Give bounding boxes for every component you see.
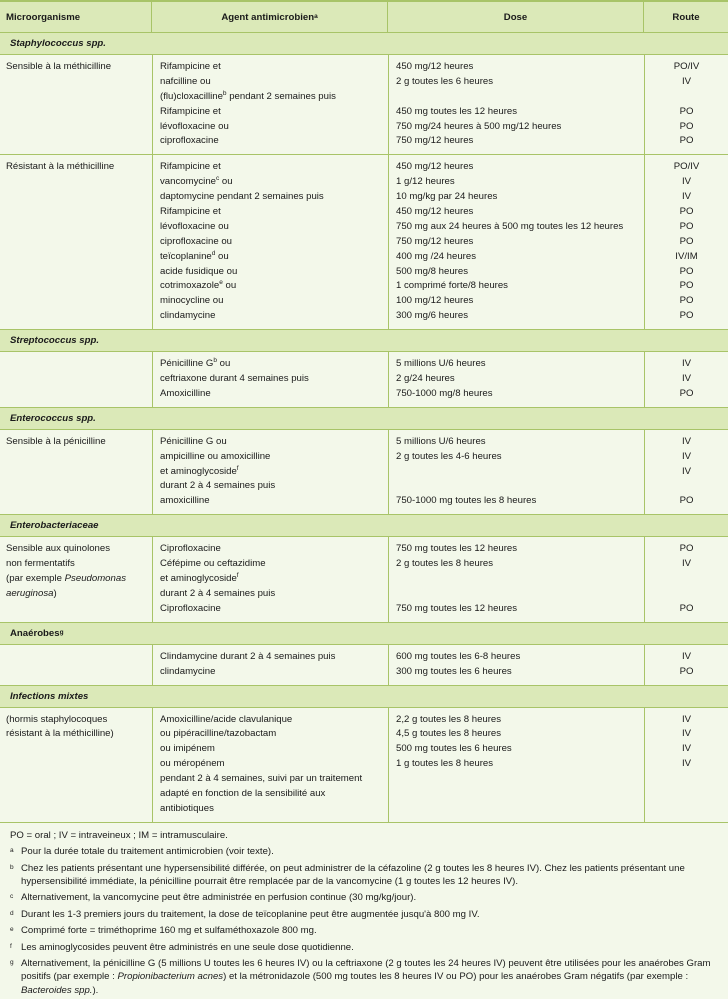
table-row [0, 155, 728, 330]
agent-text: durant 2 à 4 semaines puis [160, 587, 276, 599]
footnote-mark: e [10, 926, 14, 934]
section-title [0, 330, 728, 352]
dose-line [396, 90, 644, 105]
agent-text: Rifampicine et [160, 61, 221, 72]
route-cell [644, 155, 728, 329]
agent-text: ampicilline ou amoxicilline [160, 450, 271, 462]
dose-line: 450 mg/12 heures [396, 61, 474, 72]
organism-line: Sensible aux quinolones [6, 543, 111, 555]
agent-cell [152, 645, 388, 685]
dose-cell [388, 708, 644, 822]
agent-text: antibiotiques [160, 802, 214, 814]
section-title-text: Infections mixtes [10, 690, 89, 702]
footnote-text: PO = oral ; IV = intraveineux ; IM = intramusculaire. [10, 829, 228, 841]
route-line: PO [679, 387, 694, 399]
footnote-text: Alternativement, la pénicilline G (5 millions U toutes les 6 heures IV) ou la ceftriaxone (2 g toutes les 24 heures IV) peuvent être utilisées pour les anaérobes Gram positifs (par exemple : Propionibacterium acnes) et la métronidazole (500 mg toutes les 8 heures IV ou PO) pour les anaérobes Gram négatifs (par exemple : Bacteroides spp.). [21, 957, 711, 996]
agent-text: Ciprofloxacine [160, 602, 221, 614]
agent-cell [152, 537, 388, 621]
agent-text-after: ou [215, 250, 229, 262]
agent-line [160, 787, 388, 802]
route-line: PO/IV [673, 161, 700, 173]
route-line: PO [679, 295, 694, 307]
agent-line [160, 134, 388, 149]
agent-cell [152, 708, 388, 822]
organism-line: Résistant à la méthicilline [6, 161, 115, 173]
dose-line: 2 g/24 heures [396, 373, 455, 385]
footnote [10, 829, 718, 842]
route-line: IV [681, 558, 692, 570]
agent-text: Amoxicilline/acide clavulanique [160, 713, 293, 725]
agent-text-after: ou [216, 358, 231, 370]
agent-text: et aminoglycoside [160, 465, 237, 477]
agent-line [160, 494, 388, 509]
dose-line: 2 g toutes les 4-6 heures [396, 450, 502, 462]
footnote-text: Pour la durée totale du traitement antimicrobien (voir texte). [21, 846, 274, 858]
section-title-text: Staphylococcus spp. [10, 38, 106, 49]
route-line: PO [679, 235, 694, 247]
agent-line [160, 713, 388, 728]
microorganism-cell [0, 352, 152, 407]
route-line: IV [681, 191, 692, 203]
footnote [10, 941, 718, 954]
section-title-text: Enterococcus spp. [10, 412, 96, 424]
dose-cell [388, 537, 644, 621]
organism-line: Sensible à la méthicilline [6, 61, 112, 72]
dose-line: 450 mg/12 heures [396, 161, 474, 173]
agent-line [160, 235, 388, 250]
footnote-mark: b [222, 89, 227, 97]
organism-line: aeruginosa) [6, 587, 57, 599]
agent-line [160, 279, 388, 294]
route-line: PO [679, 665, 694, 677]
agent-text: nafcilline ou [160, 75, 211, 87]
agent-line [160, 587, 388, 602]
route-line: PO [679, 220, 694, 232]
agent-text: ou pipéracilline/tazobactam [160, 728, 277, 740]
dose-line: 750 mg aux 24 heures à 500 mg toutes les 12 heures [396, 220, 624, 232]
footnote-mark: a [10, 847, 14, 855]
footnote-mark: e [219, 279, 223, 287]
section-title-text: Anaérobes [10, 627, 60, 639]
dose-cell [388, 645, 644, 685]
organism-line: Sensible à la pénicilline [6, 435, 106, 447]
dose-line: 750-1000 mg/8 heures [396, 387, 493, 399]
agent-cell [152, 55, 388, 154]
footnote [10, 862, 718, 889]
agent-line [160, 572, 388, 587]
agent-text: acide fusidique ou [160, 265, 238, 277]
agent-line [160, 175, 388, 190]
footnote-text: Durant les 1-3 premiers jours du traitement, la dose de teïcoplanine peut être augmentée jusqu'à 800 mg IV. [21, 908, 480, 920]
agent-text: pendant 2 à 4 semaines, suivi par un traitement [160, 773, 363, 785]
dose-line: 500 mg toutes les 6 heures [396, 743, 512, 755]
dose-cell [388, 352, 644, 407]
route-cell [644, 430, 728, 514]
agent-cell [152, 155, 388, 329]
agent-text: Pénicilline G ou [160, 435, 227, 447]
agent-line [160, 190, 388, 205]
microorganism-cell [0, 430, 152, 514]
agent-text: ou méropénem [160, 758, 225, 770]
agent-line [160, 357, 388, 372]
agent-line [160, 542, 388, 557]
agent-text: Rifampicine et [160, 206, 221, 218]
agent-text: teïcoplanine [160, 250, 212, 262]
agent-text: ceftriaxone durant 4 semaines puis [160, 373, 309, 385]
dose-line: 450 mg toutes les 12 heures [396, 105, 518, 117]
route-line: IV [681, 435, 692, 447]
footnote-text: Les aminoglycosides peuvent être administrés en une seule dose quotidienne. [21, 941, 354, 953]
table-row [0, 352, 728, 408]
table-row [0, 55, 728, 155]
agent-text: daptomycine pendant 2 semaines puis [160, 191, 324, 203]
footnote [10, 924, 718, 937]
agent-line [160, 742, 388, 757]
agent-line [160, 557, 388, 572]
agent-cell [152, 430, 388, 514]
dose-line: 5 millions U/6 heures [396, 435, 486, 447]
agent-line [160, 665, 388, 680]
dose-line: 1 comprimé forte/8 heures [396, 280, 508, 292]
section-title [0, 33, 728, 55]
section-title [0, 408, 728, 430]
footnote [10, 891, 718, 904]
route-cell [644, 645, 728, 685]
agent-text: et aminoglycoside [160, 573, 237, 585]
dose-line [396, 587, 644, 602]
agent-line [160, 387, 388, 402]
footnote-text: Alternativement, la vancomycine peut être administrée en perfusion continue (30 mg/kg/jour). [21, 892, 417, 904]
route-line: PO [679, 543, 694, 555]
route-line [645, 90, 728, 105]
footnote-mark: f [236, 572, 239, 580]
route-line [645, 787, 728, 802]
dose-line [396, 787, 644, 802]
agent-text: Rifampicine et [160, 161, 221, 173]
footnote-mark: c [10, 893, 14, 901]
footnote [10, 957, 718, 997]
microorganism-cell [0, 708, 152, 822]
microorganism-cell [0, 537, 152, 621]
footnote-mark: f [236, 464, 239, 472]
agent-text: lévofloxacine ou [160, 120, 229, 132]
agent-text: Pénicilline G [160, 358, 214, 370]
footnote [10, 908, 718, 921]
dose-line: 750 mg toutes les 12 heures [396, 543, 518, 555]
agent-line [160, 650, 388, 665]
header-agent: Agent antimicrobien a [152, 2, 388, 32]
dose-line: 750 mg/12 heures [396, 135, 474, 147]
dose-cell [388, 55, 644, 154]
dose-cell [388, 155, 644, 329]
table-row [0, 430, 728, 515]
route-line: IV [681, 728, 692, 740]
dose-line: 750 mg/24 heures à 500 mg/12 heures [396, 120, 562, 132]
dose-line: 300 mg/6 heures [396, 310, 468, 322]
dose-line: 1 g toutes les 8 heures [396, 758, 494, 770]
agent-text: minocycline ou [160, 295, 224, 307]
agent-line [160, 372, 388, 387]
agent-line [160, 727, 388, 742]
route-line: PO [679, 135, 694, 147]
dose-line [396, 572, 644, 587]
route-cell [644, 708, 728, 822]
route-line: IV [681, 450, 692, 462]
agent-line [160, 602, 388, 617]
route-cell [644, 537, 728, 621]
agent-line [160, 479, 388, 494]
table-body [0, 33, 728, 823]
section-title [0, 515, 728, 537]
dose-line [396, 479, 644, 494]
agent-text: amoxicilline [160, 495, 210, 507]
agent-line [160, 450, 388, 465]
dose-line: 400 mg /24 heures [396, 250, 477, 262]
agent-text: clindamycine [160, 665, 216, 677]
microorganism-cell [0, 155, 152, 329]
agent-line [160, 120, 388, 135]
route-line: IV [681, 75, 692, 87]
dose-line: 5 millions U/6 heures [396, 358, 486, 370]
dose-line [396, 465, 644, 480]
agent-text: ciprofloxacine [160, 135, 219, 147]
organism-line: (par exemple Pseudomonas [6, 573, 126, 585]
dose-line: 10 mg/kg par 24 heures [396, 191, 498, 203]
route-line: PO [679, 206, 694, 218]
route-line [645, 772, 728, 787]
section-title-text: Streptococcus spp. [10, 335, 100, 347]
dose-line [396, 802, 644, 817]
agent-line [160, 205, 388, 220]
dose-line: 100 mg/12 heures [396, 295, 474, 307]
microorganism-cell [0, 645, 152, 685]
route-line: IV/IM [675, 250, 698, 262]
route-line: PO [679, 602, 694, 614]
agent-text: vancomycine [160, 176, 216, 188]
agent-line [160, 265, 388, 280]
agent-text: Ciprofloxacine [160, 543, 221, 555]
route-line: PO [679, 310, 694, 322]
microorganism-cell [0, 55, 152, 154]
agent-text-after: pendant 2 semaines puis [226, 90, 336, 102]
footnote-mark: d [10, 909, 14, 917]
dose-line [396, 772, 644, 787]
agent-text: (flu)cloxacilline [160, 90, 223, 102]
route-line [645, 572, 728, 587]
table-header [0, 0, 728, 33]
agent-line [160, 60, 388, 75]
organism-line: résistant à la méthicilline) [6, 728, 114, 740]
route-line: IV [681, 650, 692, 662]
section-title [0, 686, 728, 708]
dose-line: 1 g/12 heures [396, 176, 455, 188]
route-line: PO [679, 495, 694, 507]
dose-line: 2,2 g toutes les 8 heures [396, 713, 502, 725]
header-route: Route [672, 11, 700, 23]
header-microorganism: Microorganisme [0, 2, 152, 32]
organism-line: non fermentatifs [6, 558, 75, 570]
footnote-mark: c [216, 175, 220, 183]
footnote-mark: b [10, 863, 14, 871]
route-line: PO/IV [673, 61, 700, 72]
dose-line: 4,5 g toutes les 8 heures [396, 728, 502, 740]
organism-line: (hormis staphylocoques [6, 713, 108, 725]
footnote-mark: g [10, 958, 14, 966]
agent-line [160, 105, 388, 120]
dose-line: 500 mg/8 heures [396, 265, 468, 277]
route-line: IV [681, 176, 692, 188]
footnote-mark: b [213, 357, 217, 365]
agent-cell [152, 352, 388, 407]
header-dose: Dose [388, 2, 644, 32]
route-line [645, 587, 728, 602]
agent-line [160, 465, 388, 480]
table-row [0, 537, 728, 622]
route-cell [644, 352, 728, 407]
section-title-text: Enterobacteriaceae [10, 520, 99, 532]
dose-line: 450 mg/12 heures [396, 206, 474, 218]
agent-text: clindamycine [160, 310, 216, 322]
agent-text: cotrimoxazole [160, 280, 220, 292]
agent-text: Clindamycine durant 2 à 4 semaines puis [160, 650, 336, 662]
agent-text: ciprofloxacine ou [160, 235, 232, 247]
agent-text-after: ou [219, 176, 233, 188]
route-line: IV [681, 743, 692, 755]
agent-line [160, 220, 388, 235]
footnote-text: Comprimé forte = triméthoprime 160 mg et sulfaméthoxazole 800 mg. [21, 925, 317, 937]
footnote-mark: f [10, 942, 12, 950]
dose-line: 750 mg/12 heures [396, 235, 474, 247]
route-line: IV [681, 358, 692, 370]
agent-text: adapté en fonction de la sensibilité aux [160, 787, 326, 799]
section-title: Anaérobes g [0, 623, 728, 645]
agent-text-after: ou [222, 280, 237, 292]
dose-line: 600 mg toutes les 6-8 heures [396, 650, 521, 662]
dose-line: 750-1000 mg toutes les 8 heures [396, 495, 537, 507]
route-line: PO [679, 265, 694, 277]
agent-text: Rifampicine et [160, 105, 221, 117]
dose-line: 2 g toutes les 8 heures [396, 558, 494, 570]
route-line: IV [681, 758, 692, 770]
dose-cell [388, 430, 644, 514]
route-line: IV [681, 373, 692, 385]
agent-line [160, 802, 388, 817]
footnote [10, 845, 718, 858]
dose-line: 300 mg toutes les 6 heures [396, 665, 512, 677]
table-row [0, 645, 728, 686]
footnote-mark: d [211, 249, 216, 257]
table-row [0, 708, 728, 823]
route-line: PO [679, 280, 694, 292]
footnote-text: Chez les patients présentant une hypersensibilité différée, on peut administrer de la céfazoline (2 g toutes les 8 heures IV). Chez les patients présentant une hypersensibilité immédiate, la pénicilline pourrait être remplacée par de la vancomycine (1 g toutes les 12 heures IV). [21, 862, 685, 887]
agent-line [160, 757, 388, 772]
agent-line [160, 309, 388, 324]
dose-line: 2 g toutes les 6 heures [396, 75, 494, 87]
agent-line [160, 772, 388, 787]
agent-line [160, 75, 388, 90]
route-line: IV [681, 465, 692, 477]
route-line: IV [681, 713, 692, 725]
agent-line [160, 160, 388, 175]
route-line [645, 479, 728, 494]
dose-line: 750 mg toutes les 12 heures [396, 602, 518, 614]
route-cell [644, 55, 728, 154]
agent-text: lévofloxacine ou [160, 220, 229, 232]
agent-line [160, 435, 388, 450]
agent-text: Céfépime ou ceftazidime [160, 558, 266, 570]
route-line: PO [679, 105, 694, 117]
agent-text: durant 2 à 4 semaines puis [160, 480, 276, 492]
route-line: PO [679, 120, 694, 132]
agent-line [160, 250, 388, 265]
agent-line [160, 294, 388, 309]
agent-text: Amoxicilline [160, 387, 211, 399]
footnotes [0, 823, 728, 997]
agent-line [160, 90, 388, 105]
route-line [645, 802, 728, 817]
agent-text: ou imipénem [160, 743, 215, 755]
